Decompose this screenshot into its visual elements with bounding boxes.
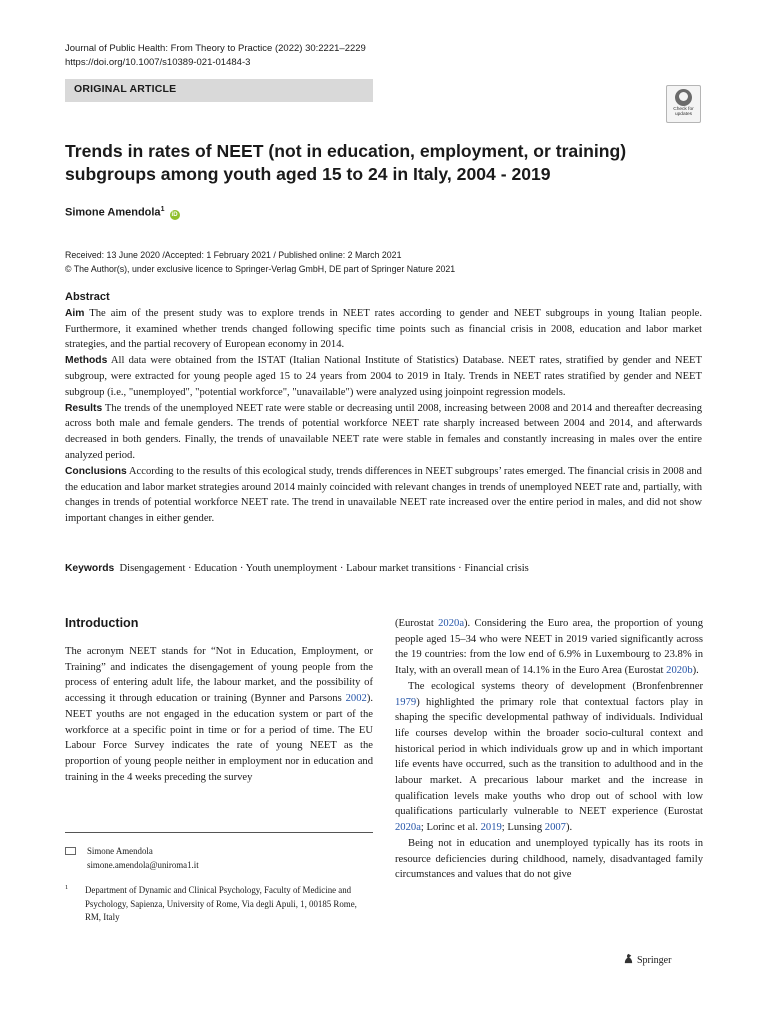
abstract-methods [65,353,702,400]
dates-line: Received: 13 June 2020 /Accepted: 1 February 2021 / Published online: 2 March 2021 [65,250,402,260]
citation-link[interactable]: 2020b [666,665,693,677]
article-title: Trends in rates of NEET (not in education, employment, or training) subgroups among youth aged 15 to 24 in Italy, 2004 - 2019 [65,141,627,184]
abstract-aim [65,306,702,353]
affiliation-footnote [65,884,373,925]
keywords [65,563,705,574]
citation-link[interactable]: 2002 [345,693,367,705]
citation-link[interactable]: 2019 [480,822,502,834]
check-badge-line2: updates [674,112,693,117]
methods-text: All data were obtained from the ISTAT (Italian National Institute of Statistics) Database. NEET rates, stratified by gender and NEET subgroup, were extracted for young people aged 15 to 24 years from 2004 to 2019 in Italy. Trends in NEET rates stratified by gender and NEET subgroup (i.e., "unemployed", "potential workforce", "unavailable") were analyzed using joinpoint regression models. [65,355,702,398]
contact-name: Simone Amendola [87,846,153,856]
citation-link[interactable]: 1979 [395,696,417,708]
author-line [65,206,180,220]
copyright-line: © The Author(s), under exclusive licence to Springer-Verlag GmbH, DE part of Springer Nature 2021 [65,264,456,274]
abstract-results [65,401,702,464]
doi-link[interactable]: https://doi.org/10.1007/s10389-021-01484-3 [65,57,251,68]
aim-text: The aim of the present study was to explore trends in NEET rates according to gender and NEET subgroups in young Italian people. Furthermore, it examined whether trends changed following specific time points such as financial crisis in 2008, education and labor market strategies, and the partial recovery of European economy in 2014. [65,307,702,351]
check-badge-line1: Check for [673,107,694,112]
citation-link[interactable]: 2020a [438,618,465,629]
check-updates-icon [675,89,692,106]
article-type-banner [65,79,373,102]
footnote-divider [65,832,373,833]
envelope-icon [65,847,76,855]
conclusions-text: According to the results of this ecological study, trends differences in NEET subgroups’ rates emerged. The financial crisis in 2008 and the education and labor market strategies around 2014 mainly coincided with relevant changes in trends of unemployed NEET rate and, partially, with changes in trends of potential workforce NEET rate. The trend in unavailable NEET rate increased over the entire period in males, and did not show important changes in either gender. [65,465,702,525]
abstract [65,290,702,527]
right-column [395,616,703,883]
affiliation-text: Department of Dynamic and Clinical Psychology, Faculty of Medicine and Psychology, Sapienza, University of Rome, Via degli Apuli, 1, 00185 Rome, RM, Italy [85,885,357,922]
author-affiliation-mark: 1 [160,206,165,213]
left-column [65,644,373,785]
contact-email[interactable]: simone.amendola@uniroma1.it [87,859,199,870]
article-type-label: ORIGINAL ARTICLE [74,83,177,95]
citation-link[interactable]: 2007 [544,822,566,834]
aim-label: Aim [65,307,85,319]
check-for-updates-badge[interactable] [666,85,701,123]
publication-dates [65,248,455,276]
keywords-text: Disengagement · Education · Youth unemployment · Labour market transitions · Financial crisis [119,563,529,574]
publisher-name: Springer [637,955,672,966]
results-text: The trends of the unemployed NEET rate were stable or decreasing until 2008, increasing between 2008 and 2014 and thereafter decreasing across both male and female genders. The trends of potential workforce NEET rate sharply increased between 2004 and 2014, and afterwards decreased in both genders. Finally, the trends of unavailable NEET rate were stable in females and constantly increasing in males over the entire analyzed period. [65,402,702,461]
introduction-heading: Introduction [65,616,139,630]
conclusions-label: Conclusions [65,465,127,477]
springer-horse-icon [623,953,634,964]
publisher-logo [623,953,671,966]
contact-footnote [65,845,199,872]
citation-link[interactable]: 2020a [395,822,421,834]
journal-citation [65,42,366,70]
affiliation-number: 1 [65,884,69,891]
orcid-icon[interactable]: iD [171,211,178,218]
intro-paragraph-3: The ecological systems theory of development (Bronfenbrenner 1979) highlighted the primary role that contextual factors play in shaping the specific developmental pathway of individuals. Individual life courses develop within the broader socio-cultural context and historical period in which individuals grow up and in which important life events have occurred, such as the transition to adulthood and in the labour market. A precarious labour market and the increase in qualification levels make youths who drop out of school with low qualifications particularly vulnerable to NEET experience (Eurostat 2020a; Lorinc et al. 2019; Lunsing 2007). [395,680,703,834]
keywords-label: Keywords [65,563,115,574]
abstract-heading: Abstract [65,291,110,303]
results-label: Results [65,402,103,414]
intro-paragraph-4: Being not in education and unemployed typically has its roots in resource deficiencies during childhood, namely, disadvantaged family circumstances and values that do not give [395,837,703,881]
methods-label: Methods [65,355,108,367]
abstract-conclusions [65,464,702,527]
intro-paragraph-1: The acronym NEET stands for “Not in Education, Employment, or Training” and indicates the disengagement of young people from the process of entering adult life, the labour market, and the possibility of accessing it through education or training (Bynner and Parsons 2002). NEET youths are not engaged in the education system or part of the workforce at a specific point in time or for a period of time. The EU Labour Force Survey indicates the rate of young NEET as the proportion of young people neither in employment nor in education and training in the 4 weeks preceding the survey [65,646,373,783]
journal-name: Journal of Public Health: From Theory to Practice (2022) 30:2221–2229 [65,43,366,54]
author-name[interactable]: Simone Amendola [65,206,161,219]
intro-paragraph-2: (Eurostat 2020a). Considering the Euro area, the proportion of young people aged 15–34 who were NEET in 2019 varied significantly across the 19 countries: from the low end of 6.9% in Luxembourg to 23.8% in Italy, with an overall mean of 14.1% in the Euro Area (Eurostat 2020b). [395,618,704,677]
